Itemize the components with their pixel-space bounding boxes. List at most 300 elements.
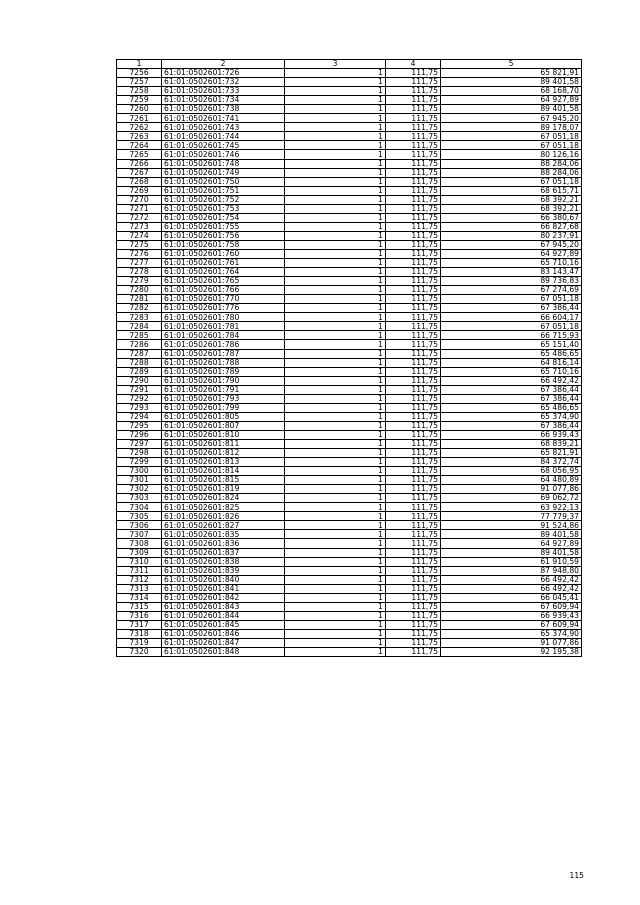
count-cell: 1 <box>285 575 386 584</box>
cadastral-number-cell: 61:01:0502601:807 <box>162 421 285 430</box>
value-cell: 68 392,21 <box>441 195 582 204</box>
count-cell: 1 <box>285 69 386 78</box>
area-cell: 111,75 <box>386 611 441 620</box>
value-cell: 67 051,18 <box>441 177 582 186</box>
cadastral-number-cell: 61:01:0502601:837 <box>162 548 285 557</box>
row-number-cell: 7294 <box>117 412 162 421</box>
row-number-cell: 7274 <box>117 231 162 240</box>
table-row <box>117 259 582 268</box>
value-cell: 89 401,58 <box>441 105 582 114</box>
cadastral-number-cell: 61:01:0502601:790 <box>162 376 285 385</box>
value-cell: 64 927,89 <box>441 249 582 258</box>
row-number-cell: 7267 <box>117 168 162 177</box>
row-number-cell: 7308 <box>117 539 162 548</box>
value-cell: 65 486,65 <box>441 403 582 412</box>
cadastral-number-cell: 61:01:0502601:840 <box>162 575 285 584</box>
area-cell: 111,75 <box>386 159 441 168</box>
table-row <box>117 331 582 340</box>
row-number-cell: 7293 <box>117 403 162 412</box>
header-row <box>117 60 582 69</box>
cadastral-number-cell: 61:01:0502601:825 <box>162 503 285 512</box>
table-body <box>117 69 582 657</box>
table-row <box>117 421 582 430</box>
table-row <box>117 268 582 277</box>
row-number-cell: 7281 <box>117 295 162 304</box>
value-cell: 66 492,42 <box>441 584 582 593</box>
area-cell: 111,75 <box>386 439 441 448</box>
cadastral-number-cell: 61:01:0502601:758 <box>162 240 285 249</box>
count-cell: 1 <box>285 376 386 385</box>
area-cell: 111,75 <box>386 69 441 78</box>
cadastral-number-cell: 61:01:0502601:836 <box>162 539 285 548</box>
value-cell: 89 401,58 <box>441 530 582 539</box>
table-row <box>117 69 582 78</box>
row-number-cell: 7314 <box>117 593 162 602</box>
value-cell: 67 386,44 <box>441 385 582 394</box>
count-cell: 1 <box>285 421 386 430</box>
count-cell: 1 <box>285 530 386 539</box>
area-cell: 111,75 <box>386 476 441 485</box>
count-cell: 1 <box>285 458 386 467</box>
table-row <box>117 648 582 657</box>
count-cell: 1 <box>285 313 386 322</box>
cadastral-number-cell: 61:01:0502601:749 <box>162 168 285 177</box>
table-row <box>117 611 582 620</box>
area-cell: 111,75 <box>386 639 441 648</box>
value-cell: 88 284,06 <box>441 159 582 168</box>
count-cell: 1 <box>285 195 386 204</box>
row-number-cell: 7305 <box>117 512 162 521</box>
table-row <box>117 141 582 150</box>
value-cell: 66 939,43 <box>441 611 582 620</box>
table-row <box>117 159 582 168</box>
row-number-cell: 7269 <box>117 186 162 195</box>
row-number-cell: 7265 <box>117 150 162 159</box>
count-cell: 1 <box>285 548 386 557</box>
cadastral-number-cell: 61:01:0502601:746 <box>162 150 285 159</box>
count-cell: 1 <box>285 557 386 566</box>
value-cell: 67 945,20 <box>441 114 582 123</box>
area-cell: 111,75 <box>386 539 441 548</box>
count-cell: 1 <box>285 367 386 376</box>
table-row <box>117 222 582 231</box>
row-number-cell: 7307 <box>117 530 162 539</box>
cadastral-number-cell: 61:01:0502601:732 <box>162 78 285 87</box>
row-number-cell: 7258 <box>117 87 162 96</box>
cadastral-number-cell: 61:01:0502601:786 <box>162 340 285 349</box>
value-cell: 89 736,83 <box>441 277 582 286</box>
count-cell: 1 <box>285 430 386 439</box>
area-cell: 111,75 <box>386 96 441 105</box>
row-number-cell: 7288 <box>117 358 162 367</box>
area-cell: 111,75 <box>386 575 441 584</box>
row-number-cell: 7262 <box>117 123 162 132</box>
area-cell: 111,75 <box>386 648 441 657</box>
table-row <box>117 439 582 448</box>
cadastral-number-cell: 61:01:0502601:819 <box>162 485 285 494</box>
value-cell: 65 374,90 <box>441 629 582 638</box>
table-row <box>117 503 582 512</box>
area-cell: 111,75 <box>386 358 441 367</box>
header-col-5: 5 <box>441 60 582 69</box>
value-cell: 89 401,58 <box>441 548 582 557</box>
area-cell: 111,75 <box>386 394 441 403</box>
count-cell: 1 <box>285 286 386 295</box>
count-cell: 1 <box>285 340 386 349</box>
count-cell: 1 <box>285 222 386 231</box>
table-row <box>117 150 582 159</box>
value-cell: 65 710,16 <box>441 259 582 268</box>
table-row <box>117 87 582 96</box>
value-cell: 65 821,91 <box>441 69 582 78</box>
area-cell: 111,75 <box>386 521 441 530</box>
count-cell: 1 <box>285 141 386 150</box>
cadastral-number-cell: 61:01:0502601:734 <box>162 96 285 105</box>
cadastral-number-cell: 61:01:0502601:760 <box>162 249 285 258</box>
table-row <box>117 494 582 503</box>
cadastral-number-cell: 61:01:0502601:743 <box>162 123 285 132</box>
cadastral-number-cell: 61:01:0502601:781 <box>162 322 285 331</box>
row-number-cell: 7284 <box>117 322 162 331</box>
cadastral-number-cell: 61:01:0502601:842 <box>162 593 285 602</box>
value-cell: 89 401,58 <box>441 78 582 87</box>
table-row <box>117 412 582 421</box>
value-cell: 66 492,42 <box>441 376 582 385</box>
value-cell: 67 386,44 <box>441 421 582 430</box>
area-cell: 111,75 <box>386 87 441 96</box>
value-cell: 67 051,18 <box>441 295 582 304</box>
count-cell: 1 <box>285 584 386 593</box>
row-number-cell: 7301 <box>117 476 162 485</box>
table-row <box>117 186 582 195</box>
cadastral-number-cell: 61:01:0502601:846 <box>162 629 285 638</box>
cadastral-number-cell: 61:01:0502601:839 <box>162 566 285 575</box>
area-cell: 111,75 <box>386 177 441 186</box>
cadastral-number-cell: 61:01:0502601:848 <box>162 648 285 657</box>
cadastral-number-cell: 61:01:0502601:805 <box>162 412 285 421</box>
count-cell: 1 <box>285 620 386 629</box>
area-cell: 111,75 <box>386 123 441 132</box>
count-cell: 1 <box>285 593 386 602</box>
table-row <box>117 512 582 521</box>
cadastral-number-cell: 61:01:0502601:741 <box>162 114 285 123</box>
value-cell: 88 284,06 <box>441 168 582 177</box>
area-cell: 111,75 <box>386 530 441 539</box>
area-cell: 111,75 <box>386 385 441 394</box>
value-cell: 67 609,94 <box>441 602 582 611</box>
row-number-cell: 7257 <box>117 78 162 87</box>
table-row <box>117 620 582 629</box>
table-row <box>117 385 582 394</box>
area-cell: 111,75 <box>386 412 441 421</box>
area-cell: 111,75 <box>386 150 441 159</box>
count-cell: 1 <box>285 114 386 123</box>
value-cell: 67 051,18 <box>441 141 582 150</box>
area-cell: 111,75 <box>386 204 441 213</box>
cadastral-number-cell: 61:01:0502601:826 <box>162 512 285 521</box>
count-cell: 1 <box>285 403 386 412</box>
count-cell: 1 <box>285 602 386 611</box>
table-row <box>117 485 582 494</box>
area-cell: 111,75 <box>386 349 441 358</box>
count-cell: 1 <box>285 240 386 249</box>
area-cell: 111,75 <box>386 213 441 222</box>
row-number-cell: 7256 <box>117 69 162 78</box>
count-cell: 1 <box>285 295 386 304</box>
value-cell: 64 927,89 <box>441 539 582 548</box>
row-number-cell: 7316 <box>117 611 162 620</box>
cadastral-number-cell: 61:01:0502601:753 <box>162 204 285 213</box>
cadastral-number-cell: 61:01:0502601:843 <box>162 602 285 611</box>
count-cell: 1 <box>285 512 386 521</box>
row-number-cell: 7278 <box>117 268 162 277</box>
value-cell: 66 492,42 <box>441 575 582 584</box>
cadastral-number-cell: 61:01:0502601:738 <box>162 105 285 114</box>
count-cell: 1 <box>285 96 386 105</box>
area-cell: 111,75 <box>386 286 441 295</box>
cadastral-number-cell: 61:01:0502601:791 <box>162 385 285 394</box>
row-number-cell: 7263 <box>117 132 162 141</box>
table-row <box>117 168 582 177</box>
area-cell: 111,75 <box>386 331 441 340</box>
cadastral-number-cell: 61:01:0502601:761 <box>162 259 285 268</box>
count-cell: 1 <box>285 186 386 195</box>
value-cell: 66 827,68 <box>441 222 582 231</box>
table-row <box>117 322 582 331</box>
value-cell: 65 710,16 <box>441 367 582 376</box>
area-cell: 111,75 <box>386 593 441 602</box>
row-number-cell: 7272 <box>117 213 162 222</box>
row-number-cell: 7260 <box>117 105 162 114</box>
value-cell: 87 948,80 <box>441 566 582 575</box>
row-number-cell: 7319 <box>117 639 162 648</box>
row-number-cell: 7296 <box>117 430 162 439</box>
value-cell: 65 821,91 <box>441 449 582 458</box>
row-number-cell: 7280 <box>117 286 162 295</box>
table-row <box>117 593 582 602</box>
area-cell: 111,75 <box>386 512 441 521</box>
count-cell: 1 <box>285 259 386 268</box>
cadastral-number-cell: 61:01:0502601:733 <box>162 87 285 96</box>
row-number-cell: 7287 <box>117 349 162 358</box>
value-cell: 65 151,40 <box>441 340 582 349</box>
area-cell: 111,75 <box>386 367 441 376</box>
value-cell: 80 237,91 <box>441 231 582 240</box>
table-row <box>117 96 582 105</box>
row-number-cell: 7276 <box>117 249 162 258</box>
area-cell: 111,75 <box>386 557 441 566</box>
value-cell: 91 077,86 <box>441 639 582 648</box>
count-cell: 1 <box>285 503 386 512</box>
count-cell: 1 <box>285 521 386 530</box>
count-cell: 1 <box>285 485 386 494</box>
row-number-cell: 7283 <box>117 313 162 322</box>
row-number-cell: 7279 <box>117 277 162 286</box>
cadastral-number-cell: 61:01:0502601:748 <box>162 159 285 168</box>
count-cell: 1 <box>285 349 386 358</box>
area-cell: 111,75 <box>386 168 441 177</box>
area-cell: 111,75 <box>386 268 441 277</box>
count-cell: 1 <box>285 204 386 213</box>
row-number-cell: 7318 <box>117 629 162 638</box>
row-number-cell: 7285 <box>117 331 162 340</box>
value-cell: 68 615,71 <box>441 186 582 195</box>
cadastral-number-cell: 61:01:0502601:845 <box>162 620 285 629</box>
row-number-cell: 7298 <box>117 449 162 458</box>
value-cell: 67 945,20 <box>441 240 582 249</box>
table-row <box>117 358 582 367</box>
table-row <box>117 467 582 476</box>
value-cell: 89 178,07 <box>441 123 582 132</box>
row-number-cell: 7302 <box>117 485 162 494</box>
area-cell: 111,75 <box>386 340 441 349</box>
row-number-cell: 7268 <box>117 177 162 186</box>
area-cell: 111,75 <box>386 259 441 268</box>
row-number-cell: 7299 <box>117 458 162 467</box>
table-row <box>117 602 582 611</box>
row-number-cell: 7282 <box>117 304 162 313</box>
value-cell: 67 051,18 <box>441 132 582 141</box>
row-number-cell: 7312 <box>117 575 162 584</box>
area-cell: 111,75 <box>386 132 441 141</box>
area-cell: 111,75 <box>386 322 441 331</box>
count-cell: 1 <box>285 439 386 448</box>
table-row <box>117 430 582 439</box>
cadastral-number-cell: 61:01:0502601:745 <box>162 141 285 150</box>
value-cell: 77 779,37 <box>441 512 582 521</box>
value-cell: 67 274,69 <box>441 286 582 295</box>
cadastral-number-cell: 61:01:0502601:799 <box>162 403 285 412</box>
row-number-cell: 7303 <box>117 494 162 503</box>
data-table <box>116 59 582 657</box>
table-row <box>117 123 582 132</box>
header-col-1: 1 <box>117 60 162 69</box>
value-cell: 66 715,93 <box>441 331 582 340</box>
cadastral-number-cell: 61:01:0502601:841 <box>162 584 285 593</box>
value-cell: 91 077,86 <box>441 485 582 494</box>
cadastral-number-cell: 61:01:0502601:789 <box>162 367 285 376</box>
row-number-cell: 7317 <box>117 620 162 629</box>
cadastral-number-cell: 61:01:0502601:752 <box>162 195 285 204</box>
table-row <box>117 403 582 412</box>
area-cell: 111,75 <box>386 503 441 512</box>
count-cell: 1 <box>285 177 386 186</box>
cadastral-number-cell: 61:01:0502601:751 <box>162 186 285 195</box>
cadastral-number-cell: 61:01:0502601:813 <box>162 458 285 467</box>
cadastral-number-cell: 61:01:0502601:744 <box>162 132 285 141</box>
row-number-cell: 7259 <box>117 96 162 105</box>
area-cell: 111,75 <box>386 231 441 240</box>
cadastral-number-cell: 61:01:0502601:784 <box>162 331 285 340</box>
count-cell: 1 <box>285 78 386 87</box>
value-cell: 92 195,38 <box>441 648 582 657</box>
count-cell: 1 <box>285 87 386 96</box>
table-row <box>117 458 582 467</box>
value-cell: 64 816,14 <box>441 358 582 367</box>
row-number-cell: 7295 <box>117 421 162 430</box>
cadastral-number-cell: 61:01:0502601:787 <box>162 349 285 358</box>
table-row <box>117 286 582 295</box>
header-col-3: 3 <box>285 60 386 69</box>
row-number-cell: 7291 <box>117 385 162 394</box>
cadastral-number-cell: 61:01:0502601:815 <box>162 476 285 485</box>
area-cell: 111,75 <box>386 458 441 467</box>
area-cell: 111,75 <box>386 222 441 231</box>
count-cell: 1 <box>285 449 386 458</box>
table-row <box>117 566 582 575</box>
count-cell: 1 <box>285 268 386 277</box>
row-number-cell: 7311 <box>117 566 162 575</box>
table-row <box>117 376 582 385</box>
value-cell: 66 604,17 <box>441 313 582 322</box>
cadastral-number-cell: 61:01:0502601:812 <box>162 449 285 458</box>
table-row <box>117 340 582 349</box>
value-cell: 65 374,90 <box>441 412 582 421</box>
count-cell: 1 <box>285 385 386 394</box>
cadastral-number-cell: 61:01:0502601:764 <box>162 268 285 277</box>
count-cell: 1 <box>285 322 386 331</box>
table-row <box>117 313 582 322</box>
header-col-4: 4 <box>386 60 441 69</box>
cadastral-number-cell: 61:01:0502601:827 <box>162 521 285 530</box>
row-number-cell: 7300 <box>117 467 162 476</box>
table-row <box>117 530 582 539</box>
cadastral-number-cell: 61:01:0502601:766 <box>162 286 285 295</box>
value-cell: 68 168,70 <box>441 87 582 96</box>
count-cell: 1 <box>285 159 386 168</box>
cadastral-number-cell: 61:01:0502601:750 <box>162 177 285 186</box>
table-row <box>117 557 582 566</box>
count-cell: 1 <box>285 132 386 141</box>
area-cell: 111,75 <box>386 195 441 204</box>
value-cell: 65 486,65 <box>441 349 582 358</box>
row-number-cell: 7313 <box>117 584 162 593</box>
value-cell: 69 062,72 <box>441 494 582 503</box>
table-row <box>117 177 582 186</box>
cadastral-number-cell: 61:01:0502601:776 <box>162 304 285 313</box>
area-cell: 111,75 <box>386 78 441 87</box>
cadastral-number-cell: 61:01:0502601:754 <box>162 213 285 222</box>
count-cell: 1 <box>285 168 386 177</box>
area-cell: 111,75 <box>386 105 441 114</box>
value-cell: 67 051,18 <box>441 322 582 331</box>
cadastral-number-cell: 61:01:0502601:844 <box>162 611 285 620</box>
count-cell: 1 <box>285 231 386 240</box>
table-row <box>117 639 582 648</box>
cadastral-number-cell: 61:01:0502601:810 <box>162 430 285 439</box>
header-col-2: 2 <box>162 60 285 69</box>
count-cell: 1 <box>285 648 386 657</box>
row-number-cell: 7320 <box>117 648 162 657</box>
value-cell: 61 910,59 <box>441 557 582 566</box>
row-number-cell: 7277 <box>117 259 162 268</box>
count-cell: 1 <box>285 249 386 258</box>
row-number-cell: 7275 <box>117 240 162 249</box>
row-number-cell: 7264 <box>117 141 162 150</box>
table-row <box>117 521 582 530</box>
count-cell: 1 <box>285 412 386 421</box>
table-row <box>117 476 582 485</box>
area-cell: 111,75 <box>386 449 441 458</box>
count-cell: 1 <box>285 304 386 313</box>
table-row <box>117 349 582 358</box>
area-cell: 111,75 <box>386 430 441 439</box>
count-cell: 1 <box>285 494 386 503</box>
value-cell: 68 056,95 <box>441 467 582 476</box>
value-cell: 68 392,21 <box>441 204 582 213</box>
table-row <box>117 231 582 240</box>
cadastral-number-cell: 61:01:0502601:847 <box>162 639 285 648</box>
